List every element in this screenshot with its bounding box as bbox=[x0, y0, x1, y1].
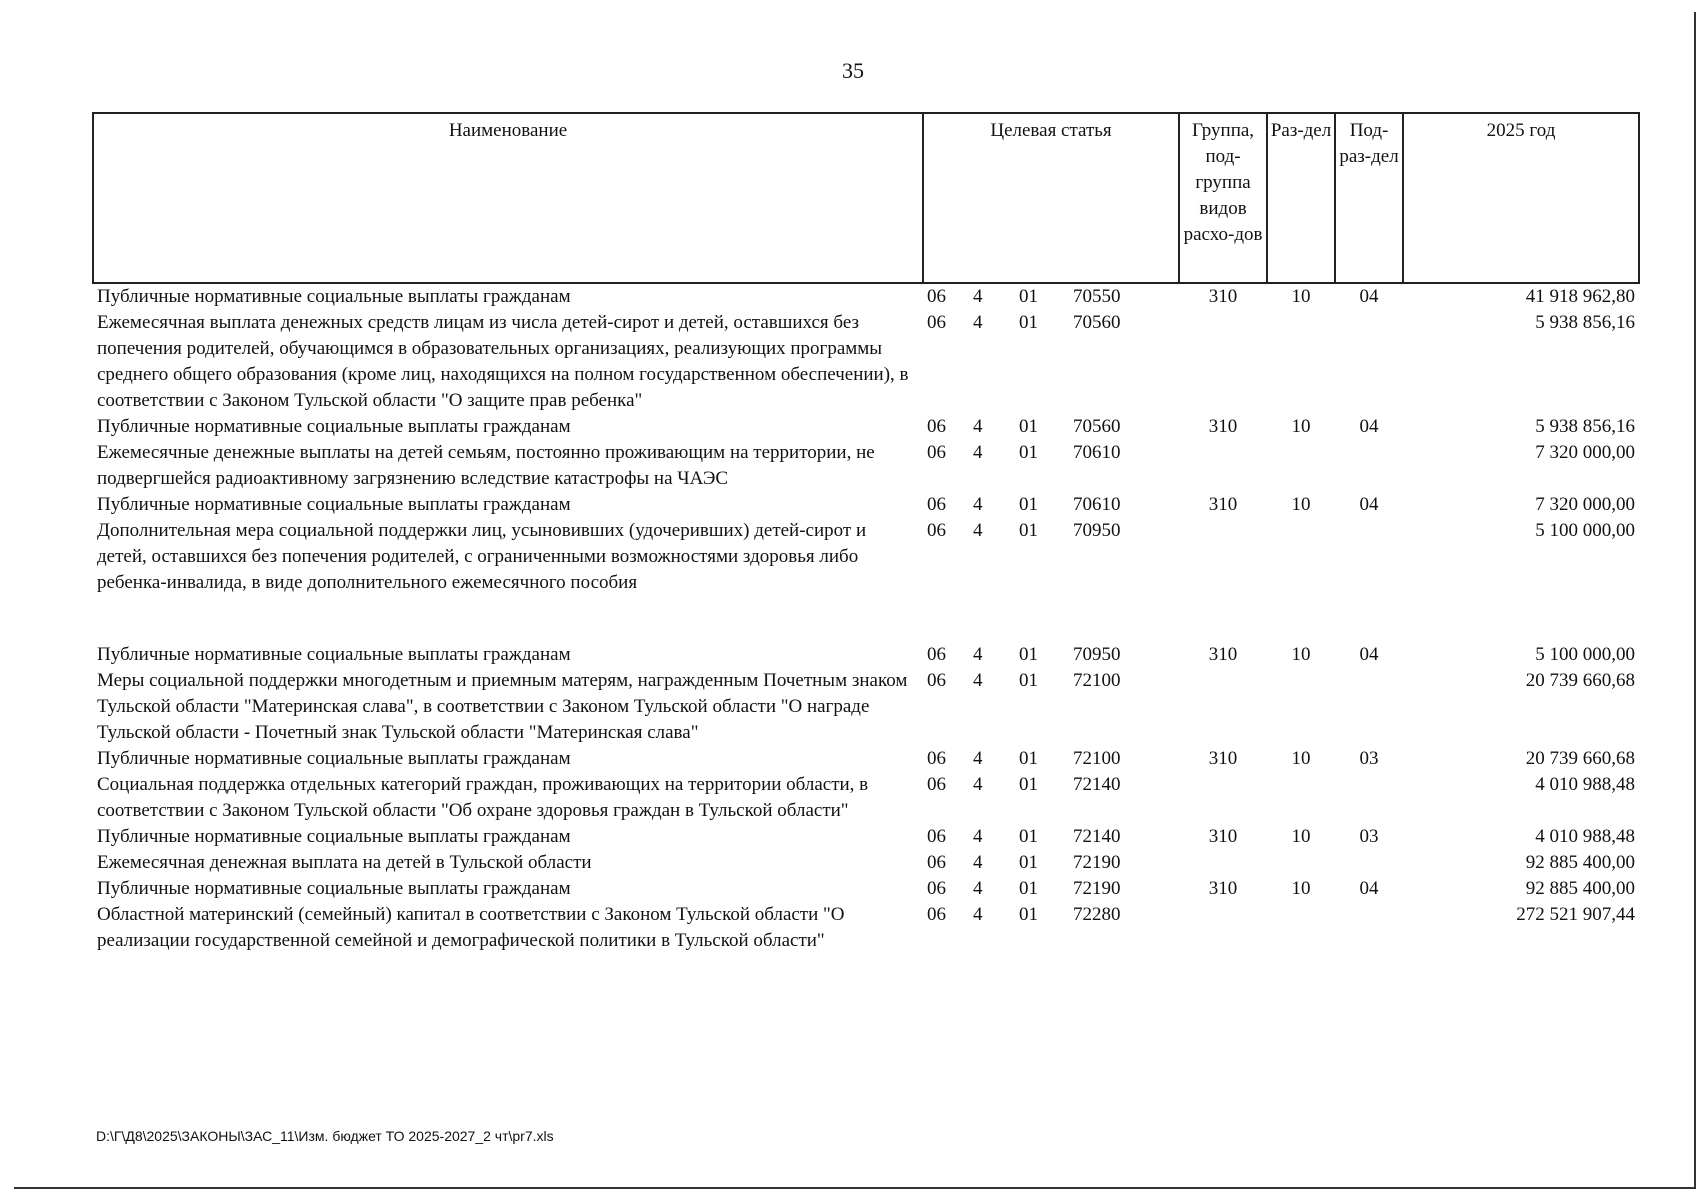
subsection bbox=[1335, 668, 1403, 746]
section bbox=[1267, 772, 1335, 824]
table-row bbox=[93, 850, 1639, 876]
target-code-1: 06 bbox=[927, 442, 946, 463]
table-row bbox=[93, 518, 1639, 596]
target-code-3: 01 bbox=[1019, 670, 1038, 691]
page-number: 35 bbox=[842, 58, 864, 83]
expense-group: 310 bbox=[1208, 644, 1238, 665]
target-code-1: 06 bbox=[927, 494, 946, 515]
target-code-2: 4 bbox=[973, 286, 983, 307]
expense-group bbox=[1179, 772, 1267, 824]
subsection: 04 bbox=[1359, 494, 1379, 515]
table-row bbox=[93, 310, 1639, 414]
target-code-2: 4 bbox=[973, 312, 983, 333]
target-code-2: 4 bbox=[973, 670, 983, 691]
target-code-3: 01 bbox=[1019, 312, 1038, 333]
expense-group: 310 bbox=[1208, 286, 1238, 307]
section bbox=[1267, 902, 1335, 954]
target-code-2: 4 bbox=[973, 442, 983, 463]
section: 10 bbox=[1291, 416, 1311, 437]
target-code-4: 72140 bbox=[1073, 774, 1121, 795]
amount-2025: 5 100 000,00 bbox=[1535, 644, 1636, 665]
table-row bbox=[93, 876, 1639, 902]
table-row bbox=[93, 492, 1639, 518]
target-code-2: 4 bbox=[973, 852, 983, 873]
row-name: Областной материнский (семейный) капитал в соответствии с Законом Тульской области "О реализации государственной семейной и демографической политики в Тульской области" bbox=[97, 904, 845, 951]
target-code-2: 4 bbox=[973, 416, 983, 437]
amount-2025: 5 938 856,16 bbox=[1535, 312, 1636, 333]
amount-2025: 4 010 988,48 bbox=[1535, 774, 1636, 795]
target-code-4: 72190 bbox=[1073, 852, 1121, 873]
target-code-2: 4 bbox=[973, 494, 983, 515]
target-code-1: 06 bbox=[927, 852, 946, 873]
target-code-1: 06 bbox=[927, 774, 946, 795]
target-code-4: 72280 bbox=[1073, 904, 1121, 925]
section bbox=[1267, 668, 1335, 746]
amount-2025: 7 320 000,00 bbox=[1535, 442, 1636, 463]
target-code-4: 70950 bbox=[1073, 520, 1121, 541]
expense-group: 310 bbox=[1208, 826, 1238, 847]
target-code-3: 01 bbox=[1019, 852, 1038, 873]
subsection: 04 bbox=[1359, 878, 1379, 899]
subsection bbox=[1335, 310, 1403, 414]
target-code-4: 70950 bbox=[1073, 644, 1121, 665]
spacer-cell bbox=[93, 596, 1639, 642]
table-row bbox=[93, 440, 1639, 492]
row-name: Публичные нормативные социальные выплаты гражданам bbox=[97, 416, 571, 437]
header-target-article: Целевая статья bbox=[923, 113, 1179, 283]
row-name: Дополнительная мера социальной поддержки лиц, усыновивших (удочеривших) детей-сирот и детей, оставшихся без попечения родителей, с ограниченными возможностями здоровья либо ребенка-инвалида, в виде дополнительного ежемесячного пособия bbox=[97, 520, 867, 593]
row-name: Публичные нормативные социальные выплаты гражданам bbox=[97, 748, 571, 769]
row-name: Публичные нормативные социальные выплаты гражданам bbox=[97, 826, 571, 847]
target-code-2: 4 bbox=[973, 878, 983, 899]
target-code-1: 06 bbox=[927, 878, 946, 899]
subsection: 03 bbox=[1359, 748, 1379, 769]
target-code-4: 70560 bbox=[1073, 312, 1121, 333]
target-code-1: 06 bbox=[927, 416, 946, 437]
target-code-1: 06 bbox=[927, 520, 946, 541]
subsection bbox=[1335, 440, 1403, 492]
target-code-1: 06 bbox=[927, 748, 946, 769]
section bbox=[1267, 440, 1335, 492]
amount-2025: 92 885 400,00 bbox=[1525, 878, 1636, 899]
target-code-4: 72100 bbox=[1073, 670, 1121, 691]
section: 10 bbox=[1291, 494, 1311, 515]
section: 10 bbox=[1291, 286, 1311, 307]
section: 10 bbox=[1291, 878, 1311, 899]
target-code-2: 4 bbox=[973, 774, 983, 795]
target-code-2: 4 bbox=[973, 748, 983, 769]
amount-2025: 7 320 000,00 bbox=[1535, 494, 1636, 515]
subsection: 03 bbox=[1359, 826, 1379, 847]
table-row bbox=[93, 642, 1639, 668]
amount-2025: 41 918 962,80 bbox=[1525, 286, 1636, 307]
expense-group bbox=[1179, 440, 1267, 492]
section: 10 bbox=[1291, 826, 1311, 847]
target-code-4: 70550 bbox=[1073, 286, 1121, 307]
subsection bbox=[1335, 772, 1403, 824]
header-year: 2025 год bbox=[1403, 113, 1639, 283]
spacer-row bbox=[93, 596, 1639, 642]
table-header-row bbox=[93, 113, 1639, 283]
header-subsection: Под-раз-дел bbox=[1335, 113, 1403, 283]
table-row bbox=[93, 668, 1639, 746]
budget-table bbox=[92, 112, 1640, 954]
expense-group: 310 bbox=[1208, 416, 1238, 437]
amount-2025: 20 739 660,68 bbox=[1525, 670, 1636, 691]
row-name: Публичные нормативные социальные выплаты гражданам bbox=[97, 878, 571, 899]
target-code-4: 72190 bbox=[1073, 878, 1121, 899]
target-code-3: 01 bbox=[1019, 748, 1038, 769]
row-name: Ежемесячная денежная выплата на детей в Тульской области bbox=[97, 852, 592, 873]
expense-group bbox=[1179, 850, 1267, 876]
table-body bbox=[93, 283, 1639, 954]
file-path-footer: D:\Г\Д8\2025\ЗАКОНЫ\ЗАС_11\Изм. бюджет ТО 2025-2027_2 чт\pr7.xls bbox=[96, 1128, 554, 1144]
amount-2025: 4 010 988,48 bbox=[1535, 826, 1636, 847]
target-code-3: 01 bbox=[1019, 904, 1038, 925]
header-name: Наименование bbox=[93, 113, 923, 283]
target-code-4: 70560 bbox=[1073, 416, 1121, 437]
target-code-3: 01 bbox=[1019, 494, 1038, 515]
target-code-4: 70610 bbox=[1073, 442, 1121, 463]
subsection bbox=[1335, 850, 1403, 876]
row-name: Публичные нормативные социальные выплаты гражданам bbox=[97, 644, 571, 665]
row-name: Ежемесячная выплата денежных средств лицам из числа детей-сирот и детей, оставшихся без попечения родителей, обучающимся в образовательных организациях, реализующих программы среднего общего образования (кроме лиц, находящихся на полном государственном обеспечении), в соответствии с Законом Тульской области "О защите прав ребенка" bbox=[97, 312, 909, 411]
target-code-3: 01 bbox=[1019, 442, 1038, 463]
amount-2025: 272 521 907,44 bbox=[1516, 904, 1636, 925]
target-code-3: 01 bbox=[1019, 286, 1038, 307]
subsection bbox=[1335, 518, 1403, 596]
target-code-1: 06 bbox=[927, 644, 946, 665]
target-code-2: 4 bbox=[973, 644, 983, 665]
target-code-1: 06 bbox=[927, 904, 946, 925]
expense-group: 310 bbox=[1208, 878, 1238, 899]
amount-2025: 5 938 856,16 bbox=[1535, 416, 1636, 437]
expense-group: 310 bbox=[1208, 748, 1238, 769]
target-code-1: 06 bbox=[927, 312, 946, 333]
target-code-2: 4 bbox=[973, 826, 983, 847]
row-name: Социальная поддержка отдельных категорий граждан, проживающих на территории области, в соответствии с Законом Тульской области "Об охране здоровья граждан в Тульской области" bbox=[97, 774, 869, 821]
target-code-4: 72100 bbox=[1073, 748, 1121, 769]
table-row bbox=[93, 824, 1639, 850]
amount-2025: 5 100 000,00 bbox=[1535, 520, 1636, 541]
target-code-3: 01 bbox=[1019, 644, 1038, 665]
subsection: 04 bbox=[1359, 286, 1379, 307]
section: 10 bbox=[1291, 748, 1311, 769]
table-row bbox=[93, 283, 1639, 310]
section bbox=[1267, 518, 1335, 596]
table-row bbox=[93, 772, 1639, 824]
table-row bbox=[93, 414, 1639, 440]
section: 10 bbox=[1291, 644, 1311, 665]
expense-group: 310 bbox=[1208, 494, 1238, 515]
table-row bbox=[93, 746, 1639, 772]
target-code-3: 01 bbox=[1019, 774, 1038, 795]
expense-group bbox=[1179, 310, 1267, 414]
row-name: Меры социальной поддержки многодетным и приемным матерям, награжденным Почетным знаком Тульской области "Материнская слава", в соответствии с Законом Тульской области "О награде Тульской области - Почетный знак Тульской области "Материнская слава" bbox=[97, 670, 908, 743]
target-code-3: 01 bbox=[1019, 826, 1038, 847]
row-name: Публичные нормативные социальные выплаты гражданам bbox=[97, 494, 571, 515]
target-code-2: 4 bbox=[973, 904, 983, 925]
subsection: 04 bbox=[1359, 416, 1379, 437]
section bbox=[1267, 310, 1335, 414]
row-name: Ежемесячные денежные выплаты на детей семьям, постоянно проживающим на территории, не подвергшейся радиоактивному загрязнению вследствие катастрофы на ЧАЭС bbox=[97, 442, 875, 489]
target-code-1: 06 bbox=[927, 286, 946, 307]
target-code-3: 01 bbox=[1019, 416, 1038, 437]
amount-2025: 92 885 400,00 bbox=[1525, 852, 1636, 873]
amount-2025: 20 739 660,68 bbox=[1525, 748, 1636, 769]
target-code-2: 4 bbox=[973, 520, 983, 541]
header-section: Раз-дел bbox=[1267, 113, 1335, 283]
subsection bbox=[1335, 902, 1403, 954]
section bbox=[1267, 850, 1335, 876]
target-code-4: 72140 bbox=[1073, 826, 1121, 847]
target-code-4: 70610 bbox=[1073, 494, 1121, 515]
expense-group bbox=[1179, 668, 1267, 746]
subsection: 04 bbox=[1359, 644, 1379, 665]
row-name: Публичные нормативные социальные выплаты гражданам bbox=[97, 286, 571, 307]
target-code-1: 06 bbox=[927, 670, 946, 691]
target-code-3: 01 bbox=[1019, 520, 1038, 541]
target-code-1: 06 bbox=[927, 826, 946, 847]
expense-group bbox=[1179, 902, 1267, 954]
target-code-3: 01 bbox=[1019, 878, 1038, 899]
expense-group bbox=[1179, 518, 1267, 596]
table-row bbox=[93, 902, 1639, 954]
header-expense-group: Группа, под-группа видов расхо-дов bbox=[1179, 113, 1267, 283]
